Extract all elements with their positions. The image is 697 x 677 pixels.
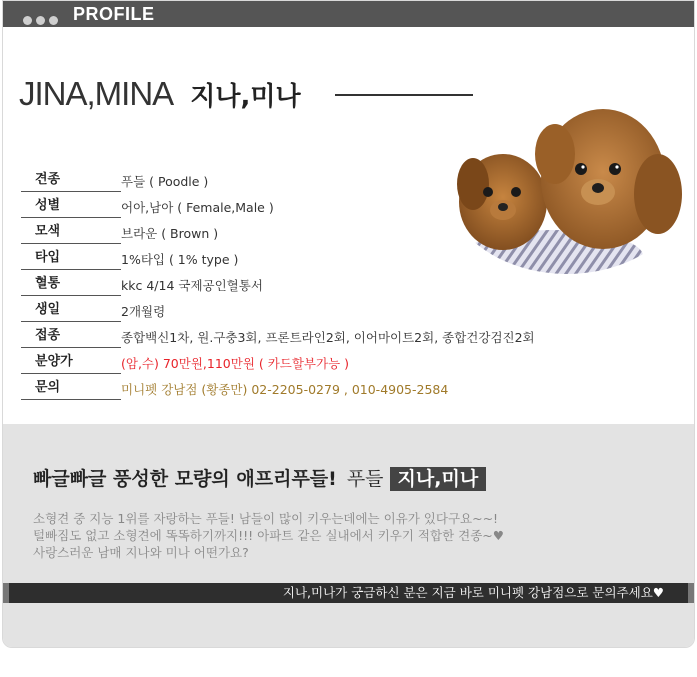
profile-row-label: 생일 [21, 299, 121, 322]
profile-row-value: 브라운 ( Brown ) [121, 226, 219, 241]
profile-row-value: 1%타입 ( 1% type ) [121, 252, 239, 267]
promo-section [3, 424, 694, 648]
puppy-photo [443, 84, 691, 274]
profile-row-label: 모색 [21, 221, 121, 244]
profile-row-label: 타입 [21, 247, 121, 270]
profile-card [2, 0, 695, 648]
title-divider [335, 94, 473, 96]
promo-line: 소형견 중 지능 1위를 자랑하는 푸들! 남들이 많이 키우는데에는 이유가 있다구요~~! [33, 511, 499, 526]
promo-breed: 푸들 [346, 468, 384, 490]
inquiry-text: 지나,미나가 궁금하신 분은 지금 바로 미니펫 강남점으로 문의주세요♥ [282, 585, 664, 600]
page-title [19, 75, 301, 113]
profile-row-label: 혈통 [21, 273, 121, 296]
profile-row-value: 미니펫 강남점 (황종만) 02-2205-0279 , 010-4905-2584 [121, 382, 449, 397]
promo-line: 털빠짐도 없고 소형견에 똑똑하기까지!!! 아파트 같은 실내에서 키우기 적합한 견종~♥ [33, 528, 504, 543]
section-label: PROFILE [73, 4, 155, 24]
profile-row-value: (암,수) 70만원,110만원 ( 카드할부가능 ) [121, 356, 350, 371]
title-korean: 지나,미나 [190, 82, 301, 112]
profile-row-label: 접종 [21, 325, 121, 348]
title-english: JINA,MINA [19, 75, 174, 112]
puppy-illustration [443, 84, 691, 274]
promo-line: 사랑스러운 남매 지나와 미나 어떤가요? [33, 545, 249, 560]
promo-description [33, 510, 504, 561]
promo-names-highlight: 지나,미나 [390, 467, 487, 491]
profile-row-value: kkc 4/14 국제공인혈통서 [121, 278, 263, 293]
profile-row-label: 성별 [21, 195, 121, 218]
profile-row-label: 견종 [21, 169, 121, 192]
profile-row-label: 분양가 [21, 351, 121, 374]
promo-headline-text: 빠글빠글 풍성한 모량의 애프리푸들! [33, 468, 337, 490]
header-bar [3, 1, 694, 27]
profile-row-label: 문의 [21, 377, 121, 400]
profile-row-value: 어아,남아 ( Female,Male ) [121, 200, 274, 215]
inquiry-bar [3, 583, 694, 603]
profile-row-value: 2개월령 [121, 304, 166, 319]
profile-row-value: 종합백신1차, 원.구충3회, 프론트라인2회, 이어마이트2회, 종합건강검진2회 [121, 330, 535, 345]
profile-row-value: 푸들 ( Poodle ) [121, 174, 209, 189]
three-dots-icon [23, 10, 62, 29]
promo-headline [33, 464, 486, 491]
